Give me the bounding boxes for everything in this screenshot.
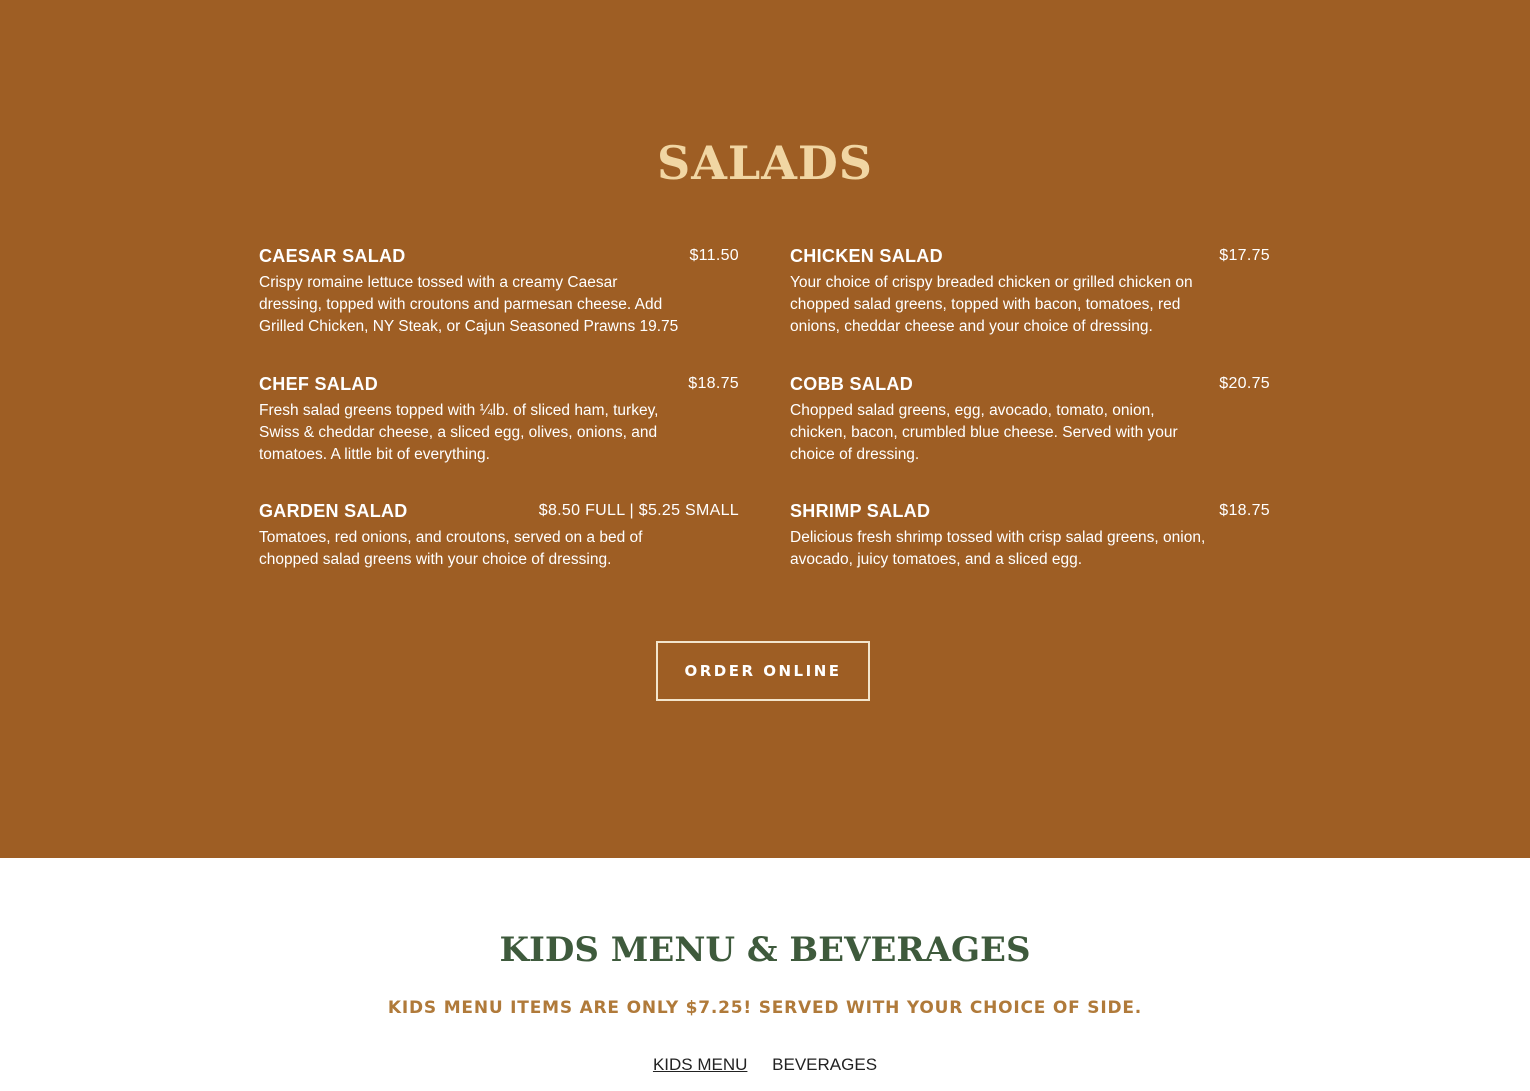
tab-kids-menu[interactable]: KIDS MENU <box>652 1055 748 1074</box>
item-price: $18.75 <box>688 375 739 392</box>
item-description: Tomatoes, red onions, and croutons, served on a bed of chopped salad greens with your choice of dressing. <box>259 529 643 568</box>
item-description: Crispy romaine lettuce tossed with a creamy Caesar dressing, topped with croutons and parmesan cheese. Add Grilled Chicken, NY Steak, or Cajun Seasoned Prawns 19.75 <box>259 274 679 335</box>
item-name: CHEF SALAD <box>259 374 378 394</box>
salads-title: SALADS <box>656 136 874 190</box>
item-description: Your choice of crispy breaded chicken or grilled chicken on chopped salad greens, topped with bacon, tomatoes, red onions, cheddar cheese and your choice of dressing. <box>790 274 1193 335</box>
item-price: $8.50 FULL | $5.25 SMALL <box>538 502 739 519</box>
kids-menu-subtitle: KIDS MENU ITEMS ARE ONLY $7.25! SERVED WITH YOUR CHOICE OF SIDE. <box>387 998 1143 1018</box>
item-name: COBB SALAD <box>790 374 913 394</box>
item-name: SHRIMP SALAD <box>790 501 931 521</box>
item-price: $17.75 <box>1219 247 1270 264</box>
item-name: CAESAR SALAD <box>259 246 406 266</box>
kids-menu-section <box>0 858 1530 1091</box>
order-online-button[interactable]: ORDER ONLINE <box>656 641 870 701</box>
menu-tabs <box>0 1055 1530 1075</box>
item-price: $11.50 <box>689 247 739 264</box>
kids-menu-title: KIDS MENU & BEVERAGES <box>499 930 1031 970</box>
item-price: $18.75 <box>1219 502 1270 519</box>
item-description: Chopped salad greens, egg, avocado, tomato, onion, chicken, bacon, crumbled blue cheese. Served with your choice of dressing. <box>790 402 1178 463</box>
item-name: CHICKEN SALAD <box>790 246 943 266</box>
tab-beverages[interactable]: BEVERAGES <box>772 1055 878 1074</box>
item-price: $20.75 <box>1219 375 1270 392</box>
item-name: GARDEN SALAD <box>259 501 408 521</box>
item-description: Fresh salad greens topped with ¼lb. of sliced ham, turkey, Swiss & cheddar cheese, a sliced egg, olives, onions, and tomatoes. A little bit of everything. <box>259 402 659 463</box>
item-description: Delicious fresh shrimp tossed with crisp salad greens, onion, avocado, juicy tomatoes, and a sliced egg. <box>790 529 1206 568</box>
